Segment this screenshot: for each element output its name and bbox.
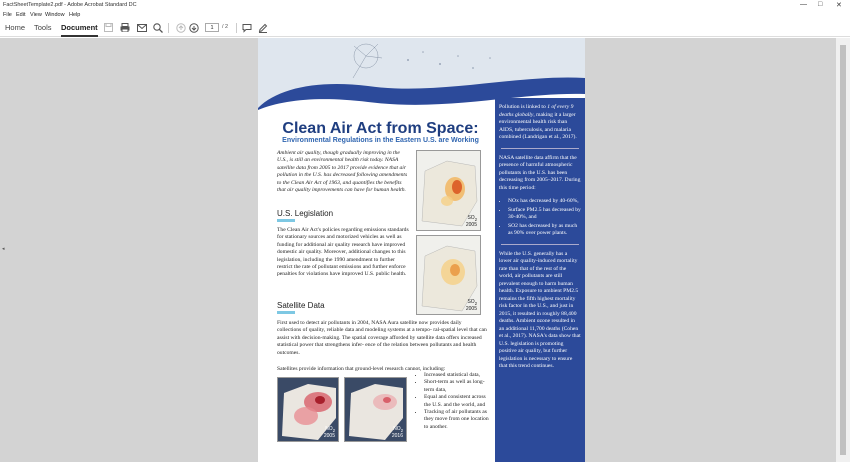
satellite-paragraph: First used to detect air pollutants in 2004, NASA Aura satellite now provides daily collections of quality, reliable data and modeling systems at a tempo- ral-spatial level that can assist with decision-making. The spatial coverage afforded by satellite data offers increased statistical power that strengthens infer- ence of the relation between pollutants and health outcomes. [277, 320, 487, 356]
menu-bar [0, 11, 850, 19]
no2-map-2016 [344, 377, 407, 442]
print-icon[interactable] [119, 22, 130, 33]
sidebar-paragraph-2: NASA satellite data affirm that the presence of harmful atmospheric pollutants in the U.S. has been decreasing from 2005–2017. During this time period: [499, 154, 581, 191]
map-label: $NO_2$ 2005 [323, 426, 335, 439]
comment-icon[interactable] [241, 22, 252, 33]
section-accent-bar [277, 219, 295, 222]
map-label: $SO_2$ 2005 [465, 299, 477, 312]
satellite-lead: Satellites provide information that ground-level research cannot, including: [277, 366, 446, 372]
so2-map-2005-b [416, 235, 481, 315]
document-viewer[interactable] [0, 38, 850, 462]
sidebar-divider [501, 244, 579, 245]
menu-view[interactable]: View [30, 12, 42, 18]
sidebar-paragraph-3: While the U.S. generally has a lower air quality-induced mortality rate than that of the rest of the world, air pollutants are still prevalent enough to harm human health. Exposure to ambient PM2.5 remains the fifth highest mortality risk factor in the U.S., and just in 2015, it resulted in roughly 88,400 deaths. Ambient ozone resulted in an additional 11,700 deaths (Cohen et al., 2017). NASA's data show that U.S. legislation is promoting positive air quality, but further legislation is necessary to ensure that this trend continues. [499, 250, 581, 369]
page-number-input[interactable]: 1 [205, 23, 219, 32]
save-icon[interactable] [103, 22, 114, 33]
list-item: • SO2 has decreased by as much as 90% over power plants. [508, 223, 581, 238]
list-item: • Increased statistical data, [424, 372, 492, 379]
satellite-list [416, 372, 492, 431]
list-item: • Short-term as well as long-term data, [424, 379, 492, 394]
page-subtitle: Environmental Regulations in the Eastern U.S. are Working [282, 137, 479, 144]
menu-file[interactable]: File [3, 12, 12, 18]
sidebar-divider [501, 148, 579, 149]
next-page-icon[interactable] [188, 22, 199, 33]
list-item: • Tracking of air pollutants as they move from one location to another. [424, 409, 492, 431]
no2-map-2005 [277, 377, 339, 442]
prev-page-icon[interactable] [175, 22, 186, 33]
maximize-icon[interactable]: □ [818, 1, 823, 8]
legislation-paragraph: The Clean Air Act's policies regarding emissions standards for stationary sources and motorized vehicles as well as funding for additional air quality research have improved domestic air quality. Moreover, additional changes to this legislation, including the 1990 amendment to further restrict the rate of pollutant emissions and further enforce penalties for violations have improved U.S. public health. [277, 227, 409, 278]
list-item: • Surface PM2.5 has decreased by 30-40%, and [508, 207, 581, 222]
page-total: / 2 [222, 24, 229, 30]
sidebar-paragraph-1: Pollution is linked to 1 of every 9 deaths globally, making it a larger environmental health risk than AIDS, tuberculosis, and malaria combined (Landrigan et al., 2017). [499, 104, 577, 140]
title-bar [0, 0, 850, 11]
tab-home[interactable]: Home [5, 23, 26, 32]
pdf-page [258, 38, 585, 462]
section-heading-legislation: U.S. Legislation [277, 209, 334, 218]
list-item: • Equal and consistent across the U.S. and the world, and [424, 394, 492, 409]
minimize-icon[interactable]: — [800, 1, 807, 8]
map-label: $SO_2$ 2005 [465, 215, 477, 228]
close-icon[interactable]: ✕ [836, 2, 842, 9]
sidebar-list [508, 198, 581, 238]
menu-window[interactable]: Window [45, 12, 65, 18]
scrollbar-thumb[interactable] [840, 45, 846, 455]
toolbar-divider [168, 23, 169, 33]
tab-document[interactable]: Document [61, 23, 98, 32]
toolbar [0, 19, 850, 37]
so2-map-2005 [416, 150, 481, 231]
menu-help[interactable]: Help [69, 12, 81, 18]
left-panel-toggle-icon[interactable]: ◂ [2, 246, 5, 252]
section-heading-satellite: Satellite Data [277, 301, 325, 310]
toolbar-divider [236, 23, 237, 33]
list-item: • NOx has decreased by 40-60%, [508, 198, 581, 206]
intro-paragraph: Ambient air quality, though gradually improving in the U.S., is still an environmental health risk today. NASA satellite data from 2005 to 2017 provide evidence that air pollution in the U.S. has decreased following amendments to the Clean Air Act of 1963, and quantifies the benefits that air quality improvements can have for human health. [277, 150, 408, 194]
menu-edit[interactable]: Edit [16, 12, 26, 18]
section-accent-bar [277, 311, 295, 314]
window-title: FactSheetTemplate2.pdf - Adobe Acrobat Standard DC [3, 2, 137, 8]
pen-icon[interactable] [257, 22, 268, 33]
tab-tools[interactable]: Tools [34, 23, 52, 32]
sidebar-panel [495, 98, 585, 462]
email-icon[interactable] [136, 22, 147, 33]
page-title: Clean Air Act from Space: [282, 120, 479, 137]
search-icon[interactable] [152, 22, 163, 33]
map-label: $NO_2$ 2016 [391, 426, 403, 439]
